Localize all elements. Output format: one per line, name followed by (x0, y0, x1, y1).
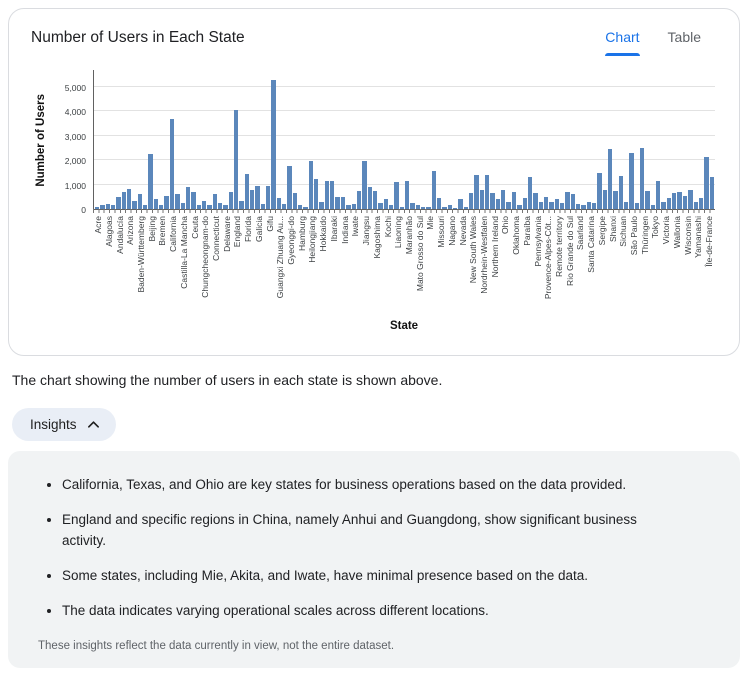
x-tick-label: Nevada (457, 216, 468, 246)
bar (164, 196, 168, 209)
y-tick-label: 4,000 (64, 107, 86, 118)
x-tick-label: Nordrhein-Westfalen (478, 216, 489, 294)
bar (287, 166, 291, 209)
x-tick-label: England (232, 216, 243, 248)
bar (250, 190, 254, 210)
bar (672, 193, 676, 209)
bar (170, 119, 174, 209)
x-tick-label: Iwate (350, 216, 361, 237)
bar (565, 192, 569, 209)
insight-item: • The data indicates varying operational scales across different locations. (62, 601, 682, 622)
x-tick-label: Arizona (125, 216, 136, 245)
bar (368, 187, 372, 209)
bar (229, 192, 233, 209)
tab-chart-label: Chart (605, 29, 640, 45)
x-tick-label: Remote territory (554, 216, 565, 277)
x-tick-label: Jiangsu (361, 216, 372, 246)
x-tick-label: Chungcheongnam-do (200, 216, 211, 298)
bar (314, 179, 318, 210)
bar (603, 190, 607, 210)
bar (549, 202, 553, 209)
x-tick-label: Heilongjiang (307, 216, 318, 263)
x-tick-label: Mie (425, 216, 436, 230)
bar (688, 190, 692, 210)
y-tick-label: 3,000 (64, 131, 86, 142)
x-tick-label: Beijing (146, 216, 157, 242)
bar (213, 194, 217, 209)
x-tick-label: Pennsylvania (532, 216, 543, 267)
bar (624, 202, 628, 209)
bar (640, 148, 644, 209)
x-tick-label: Liaoning (393, 216, 404, 249)
bar (613, 191, 617, 209)
x-tick-label: Guangxi Zhuang Au... (275, 216, 286, 299)
insights-toggle-button[interactable] (12, 408, 116, 441)
y-tick-label: 0 (81, 205, 86, 215)
bar (175, 194, 179, 209)
x-tick-label: Hamburg (296, 216, 307, 251)
bar (597, 173, 601, 209)
bar (148, 154, 152, 209)
y-tick-label: 5,000 (64, 83, 86, 93)
bar (122, 192, 126, 209)
active-tab-underline (605, 53, 639, 56)
plot-area (93, 70, 715, 210)
bar (677, 192, 681, 209)
bar (704, 157, 708, 209)
x-tick-label: Indiana (339, 216, 350, 244)
bar (293, 193, 297, 209)
x-tick-label: Thüringen (639, 216, 650, 255)
x-tick-label: São Paulo (629, 216, 640, 256)
x-tick-label: Oklahoma (511, 216, 522, 255)
bar (319, 202, 323, 209)
bar (266, 186, 270, 209)
insight-item: • England and specific regions in China, namely Anhui and Guangdong, show significant business activity. (62, 510, 682, 552)
x-tick-label: Wallonia (671, 216, 682, 249)
bar (661, 202, 665, 209)
bar (373, 191, 377, 209)
bar (191, 192, 195, 209)
tab-chart[interactable] (605, 27, 639, 56)
bar (357, 191, 361, 209)
x-tick-label: Ceuta (189, 216, 200, 239)
bar (645, 191, 649, 209)
bar (132, 201, 136, 209)
x-tick-label: Mato Grosso do Sul (414, 216, 425, 292)
insight-item: • Some states, including Mie, Akita, and Iwate, have minimal presence based on the data. (62, 566, 682, 587)
bar (512, 192, 516, 209)
x-tick-label: Bremen (157, 216, 168, 246)
x-tick-label: Kochi (382, 216, 393, 238)
bar (485, 175, 489, 209)
bar (325, 181, 329, 209)
tab-table[interactable] (668, 27, 701, 56)
x-tick-label: Shanxi (607, 216, 618, 242)
bar (154, 199, 158, 209)
bar (330, 181, 334, 209)
x-tick-label: Ibaraki (328, 216, 339, 242)
bar-series (94, 70, 715, 209)
x-tick-label: California (168, 216, 179, 252)
x-tick-label: Wisconsin (682, 216, 693, 255)
bar (710, 177, 714, 209)
x-tick-label: Florida (243, 216, 254, 242)
tab-table-label: Table (667, 29, 701, 45)
x-tick-label: Kagoshima (371, 216, 382, 259)
bar (186, 187, 190, 209)
bar (496, 199, 500, 209)
bar (116, 197, 120, 209)
insights-list (36, 475, 712, 622)
x-tick-label: Connecticut (211, 216, 222, 261)
y-tick-label: 1,000 (64, 180, 86, 191)
x-tick-label: Paraíba (521, 216, 532, 246)
x-tick-label: Northern Ireland (489, 216, 500, 278)
bar (384, 199, 388, 209)
x-axis-labels (93, 210, 715, 316)
x-tick-label: Galicia (253, 216, 264, 242)
bar (277, 198, 281, 209)
x-axis-tick-marks (93, 209, 715, 213)
insights-panel (8, 451, 740, 668)
x-tick-label: Acre (93, 216, 104, 234)
bar (533, 193, 537, 209)
bar (341, 197, 345, 209)
x-tick-label: Île-de-France (704, 216, 715, 267)
bar (362, 161, 366, 209)
bar (255, 186, 259, 209)
y-axis-title: Number of Users (35, 93, 47, 187)
bar (539, 202, 543, 209)
bar (501, 190, 505, 210)
bar (437, 198, 441, 209)
bar (271, 80, 275, 209)
bar (474, 175, 478, 209)
x-tick-label: Maranhão (403, 216, 414, 255)
bar (506, 202, 510, 209)
bar (587, 202, 591, 209)
x-tick-label: Sichuan (618, 216, 629, 247)
bar (523, 198, 527, 209)
x-tick-label: Baden-Württemberg (135, 216, 146, 293)
x-tick-label: Andalucía (114, 216, 125, 254)
bar (127, 189, 131, 209)
bar (480, 190, 484, 210)
bar (394, 182, 398, 209)
x-axis-title: State (389, 320, 419, 332)
bar (458, 199, 462, 209)
bar (234, 110, 238, 209)
card-header (31, 27, 715, 56)
x-tick-label: Delaware (221, 216, 232, 252)
x-tick-label: Rio Grande do Sul (564, 216, 575, 286)
x-tick-label: Ohio (500, 216, 511, 234)
bar (683, 196, 687, 209)
x-tick-label: Sergipe (596, 216, 607, 246)
chart-caption: The chart showing the number of users in each state is shown above. (12, 372, 443, 388)
chevron-up-icon (87, 418, 100, 431)
bar-chart (31, 70, 715, 332)
bar (555, 199, 559, 209)
x-tick-label: New South Wales (468, 216, 479, 284)
x-tick-label: Gyeonggi-do (286, 216, 297, 265)
chart-card (8, 8, 740, 356)
x-tick-label: Nagano (446, 216, 457, 246)
x-tick-label: Santa Catarina (586, 216, 597, 273)
bar (309, 161, 313, 209)
x-tick-label: Hokkaido (318, 216, 329, 252)
x-tick-label: Gifu (264, 216, 275, 232)
bar (239, 201, 243, 210)
bar (544, 197, 548, 209)
bar (699, 198, 703, 209)
bar (490, 193, 494, 209)
bar (202, 201, 206, 210)
insight-item: • California, Texas, and Ohio are key states for business operations based on the data provided. (62, 475, 682, 496)
x-tick-label: Victoria (661, 216, 672, 245)
insights-footnote: These insights reflect the data currently in view, not the entire dataset. (38, 639, 395, 652)
bar (138, 194, 142, 209)
x-tick-label: Tokyo (650, 216, 661, 239)
x-tick-label: Alagoas (103, 216, 114, 247)
x-tick-label: Saarland (575, 216, 586, 251)
bar (528, 177, 532, 209)
bar (667, 198, 671, 209)
bar (694, 202, 698, 209)
bar (619, 176, 623, 209)
chart-title: Number of Users in Each State (31, 29, 245, 46)
bar (571, 194, 575, 209)
view-tabs (605, 27, 715, 56)
bar (335, 197, 339, 209)
bar (245, 174, 249, 209)
bar (656, 181, 660, 209)
insights-button-label: Insights (30, 417, 77, 432)
x-tick-label: Castilla-La Mancha (178, 216, 189, 289)
x-tick-label: Yamanashi (693, 216, 704, 258)
x-tick-label: Provence-Alpes-Côt... (543, 216, 554, 300)
bar (629, 153, 633, 209)
x-tick-label: Missouri (436, 216, 447, 248)
y-tick-label: 2,000 (64, 156, 86, 167)
bar (432, 171, 436, 209)
y-axis-ticks (51, 70, 93, 215)
bar (469, 193, 473, 209)
bar (608, 149, 612, 209)
bar (405, 181, 409, 209)
